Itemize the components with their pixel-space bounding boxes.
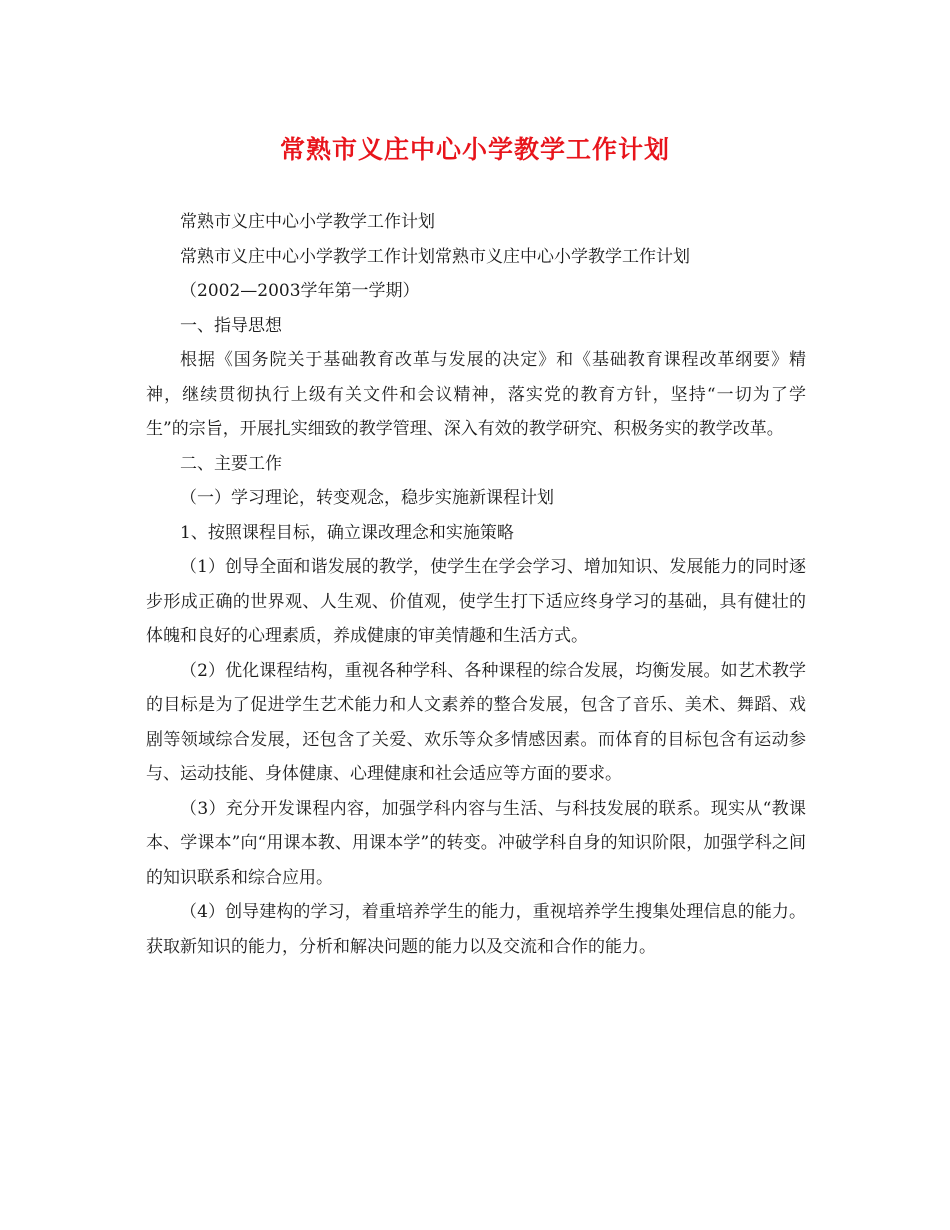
paragraph-subtitle: 常熟市义庄中心小学教学工作计划 (180, 212, 435, 232)
paragraph-repeated-title: 常熟市义庄中心小学教学工作计划常熟市义庄中心小学教学工作计划 (180, 246, 690, 267)
document-title: 常熟市义庄中心小学教学工作计划 (279, 135, 670, 164)
heading-guiding-ideology: 一、指导思想 (180, 315, 282, 336)
paragraph-item-1: （1）创导全面和谐发展的教学，使学生在学会学习、增加知识、发展能力的同时逐步形成正确的世界观、人生观、价值观，使学生打下适应终身学习的基础，具有健壮的体魄和良好的心理素质，养成健康的审美情趣和生活方式。 (146, 557, 806, 646)
document-body (146, 205, 806, 964)
paragraph-semester: （2002—2003学年第一学期） (180, 281, 420, 301)
item-course-goals: 1、按照课程目标，确立课改理念和实施策略 (180, 522, 514, 543)
paragraph-item-2: （2）优化课程结构，重视各种学科、各种课程的综合发展，均衡发展。如艺术教学的目标是为了促进学生艺术能力和人文素养的整合发展，包含了音乐、美术、舞蹈、戏剧等领域综合发展，还包含了关爱、欢乐等众多情感因素。而体育的目标包含有运动参与、运动技能、身体健康、心理健康和社会适应等方面的要求。 (146, 660, 806, 784)
heading-main-work: 二、主要工作 (180, 453, 282, 474)
paragraph-item-3: （3）充分开发课程内容，加强学科内容与生活、与科技发展的联系。现实从“教课本、学课本”向“用课本教、用课本学”的转变。冲破学科自身的知识阶限，加强学科之间的知识联系和综合应用。 (146, 798, 806, 888)
paragraph-guiding-ideology: 根据《国务院关于基础教育改革与发展的决定》和《基础教育课程改革纲要》精神，继续贯彻执行上级有关文件和会议精神，落实党的教育方针，坚持“一切为了学生”的宗旨，开展扎实细致的教学管理、深入有效的教学研究、积极务实的教学改革。 (146, 350, 806, 439)
subheading-theory-study: （一）学习理论，转变观念，稳步实施新课程计划 (180, 488, 554, 508)
paragraph-item-4: （4）创导建构的学习，着重培养学生的能力，重视培养学生搜集处理信息的能力。获取新知识的能力，分析和解决问题的能力以及交流和合作的能力。 (146, 902, 806, 957)
